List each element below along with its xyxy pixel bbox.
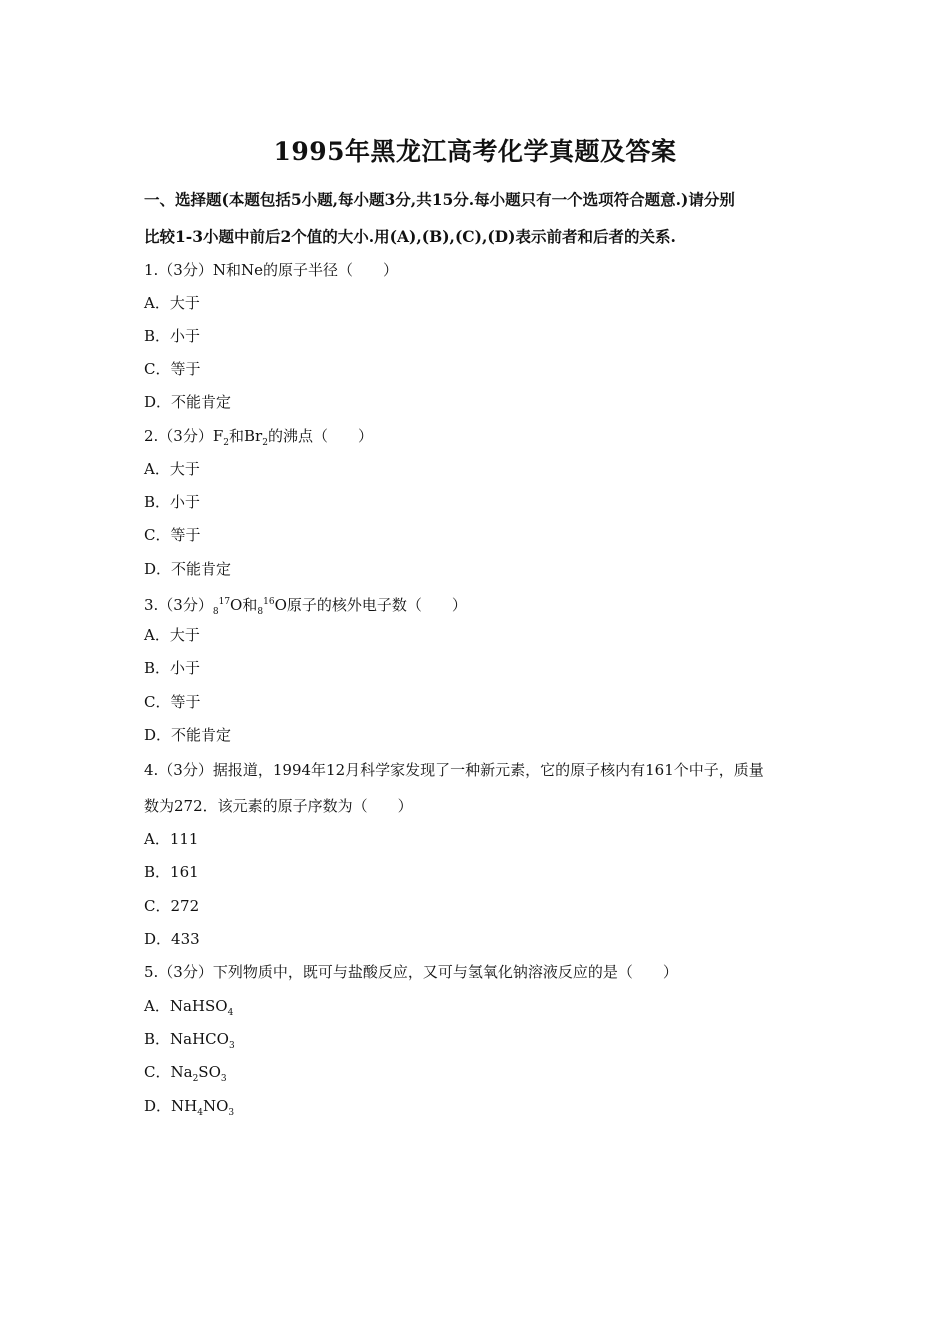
question-4-stem-line-2: 数为272．该元素的原子序数为（ ） (144, 797, 413, 815)
question-5-stem: 5.（3分）下列物质中，既可与盐酸反应，又可与氢氧化钠溶液反应的是（ ） (144, 963, 678, 981)
question-5-option-c: C．$Na_2SO_3$ (144, 1063, 227, 1084)
question-3-option-d: D．不能肯定 (144, 726, 232, 744)
isotope-o17: $_8^{17}$O (212, 596, 243, 617)
question-5-option-a: A．NaHSO$_4$ (144, 997, 234, 1018)
question-1-option-d: D．不能肯定 (144, 393, 232, 411)
question-2-option-b: B．小于 (144, 493, 201, 511)
question-1-option-b: B．小于 (144, 327, 201, 345)
question-1-option-a: A．大于 (144, 294, 200, 312)
isotope-o16: $_8^{16}$O (257, 596, 287, 617)
page-title: 1995年黑龙江高考化学真题及答案 (273, 137, 677, 166)
question-4-option-c: C．272 (144, 897, 200, 915)
formula-br2: $Br_2$ (244, 427, 268, 448)
question-2-number: 2.（3分） (144, 427, 213, 445)
question-2-rest: 的沸点（ ） (267, 427, 373, 445)
question-5-option-d: D．$NH_4NO_3$ (144, 1097, 235, 1118)
section-instruction-line-2: 比较1-3小题中前后2个值的大小.用(A),(B),(C),(D)表示前者和后者的关系. (144, 227, 676, 246)
question-2-stem (144, 426, 373, 453)
question-2-option-c: C．等于 (144, 526, 201, 544)
question-3-number: 3.（3分） (144, 596, 213, 614)
question-4-option-b: B．161 (144, 863, 199, 881)
question-4-option-d: D．433 (144, 930, 200, 948)
question-4-option-a: A．111 (144, 830, 199, 848)
question-1-stem: 1.（3分）N和Ne的原子半径（ ） (144, 261, 398, 279)
conjunction: 和 (242, 596, 258, 614)
question-5-option-b: B．NaHCO$_3$ (144, 1030, 235, 1051)
question-2-option-a: A．大于 (144, 460, 200, 478)
question-3-stem (144, 592, 467, 622)
question-3-option-c: C．等于 (144, 693, 201, 711)
question-4-stem-line-1: 4.（3分）据报道，1994年12月科学家发现了一种新元素，它的原子核内有161个中子，质量 (144, 761, 764, 779)
conjunction: 和 (229, 427, 245, 445)
section-instruction-line-1: 一、选择题(本题包括5小题,每小题3分,共15分.每小题只有一个选项符合题意.)请分别 (144, 190, 735, 209)
question-2-option-d: D．不能肯定 (144, 560, 232, 578)
question-1-option-c: C．等于 (144, 360, 201, 378)
formula-f2: $F_2$ (212, 427, 230, 448)
question-3-option-b: B．小于 (144, 659, 201, 677)
question-3-rest: 原子的核外电子数（ ） (286, 596, 467, 614)
question-3-option-a: A．大于 (144, 626, 200, 644)
